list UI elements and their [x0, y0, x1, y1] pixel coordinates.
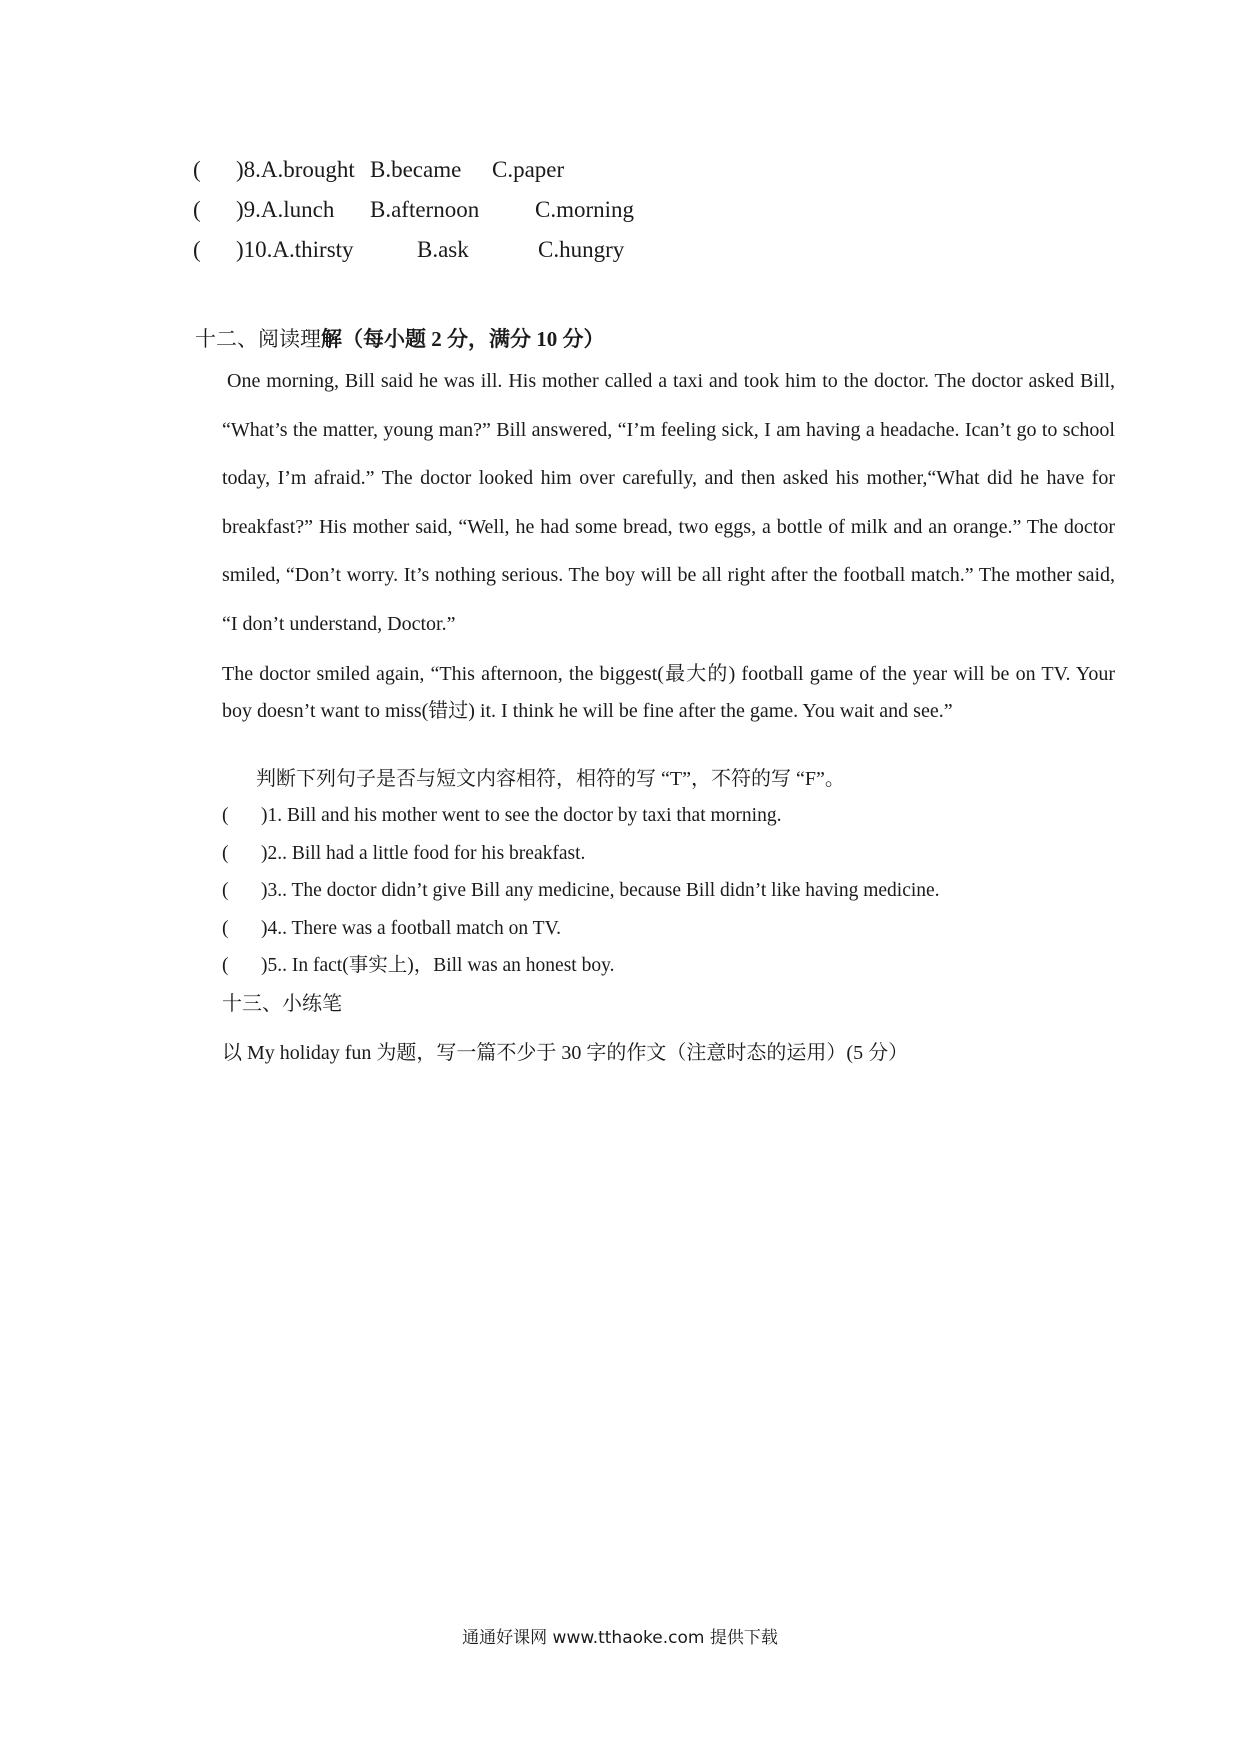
option-a: )10.A.thirsty: [236, 237, 354, 262]
answer-paren: (: [193, 237, 201, 262]
section-heading-writing: 十三、小练笔: [222, 993, 342, 1015]
answer-paren: (: [222, 843, 229, 864]
statement-text: )1. Bill and his mother went to see the doctor by taxi that morning.: [261, 805, 782, 826]
section-heading-reading: [195, 324, 605, 354]
statement-text: )3.. The doctor didn’t give Bill any medicine, because Bill didn’t like having medicine.: [261, 880, 940, 901]
answer-paren: (: [222, 805, 229, 826]
statement-text: )5.. In fact(事实上)，Bill was an honest boy.: [261, 955, 615, 976]
option-a: )9.A.lunch: [236, 197, 335, 222]
passage-paragraph-1: One morning, Bill said he was ill. His mother called a taxi and took him to the doctor. The doctor asked Bill, “What’s the matter, young man?” Bill answered, “I’m feeling sick, I am having a headache. Ican’t go to school today, I’m afraid.” The doctor looked him over carefully, and then asked his mother,“What did he have for breakfast?” His mother said, “Well, he had some bread, two eggs, a bottle of milk and an orange.” The doctor smiled, “Don’t worry. It’s nothing serious. The boy will be all right after the football match.” The mother said, “I don’t understand, Doctor.”: [222, 370, 1115, 635]
page-footer: 通通好课网 www.tthaoke.com 提供下载: [462, 1628, 778, 1648]
answer-paren: (: [193, 197, 201, 222]
heading-bold: 解（每小题 2 分，满分 10 分）: [321, 327, 605, 351]
writing-prompt: 以 My holiday fun 为题，写一篇不少于 30 字的作文（注意时态的运用）(5 分）: [222, 1042, 909, 1064]
passage-paragraph-2: The doctor smiled again, “This afternoon, the biggest(最大的) football game of the year will be on TV. Your boy doesn’t want to miss(错过) it. I think he will be fine after the game. You wait and see.”: [222, 663, 1115, 722]
tf-instruction: 判断下列句子是否与短文内容相符，相符的写 “T”，不符的写 “F”。: [256, 768, 845, 790]
option-c: C.morning: [535, 197, 635, 222]
option-c: C.paper: [492, 157, 565, 182]
answer-paren: (: [222, 918, 229, 939]
answer-paren: (: [222, 955, 229, 976]
answer-paren: (: [193, 157, 201, 182]
reading-passage: [222, 357, 1115, 730]
option-c: C.hungry: [538, 237, 625, 262]
option-b: B.became: [370, 157, 462, 182]
statement-text: )4.. There was a football match on TV.: [261, 918, 562, 939]
option-b: B.ask: [417, 237, 469, 262]
option-a: )8.A.brought: [236, 157, 355, 182]
answer-paren: (: [222, 880, 229, 901]
heading-plain: 十二、阅读理: [195, 327, 321, 351]
option-b: B.afternoon: [370, 197, 480, 222]
statement-text: )2.. Bill had a little food for his breakfast.: [261, 843, 586, 864]
